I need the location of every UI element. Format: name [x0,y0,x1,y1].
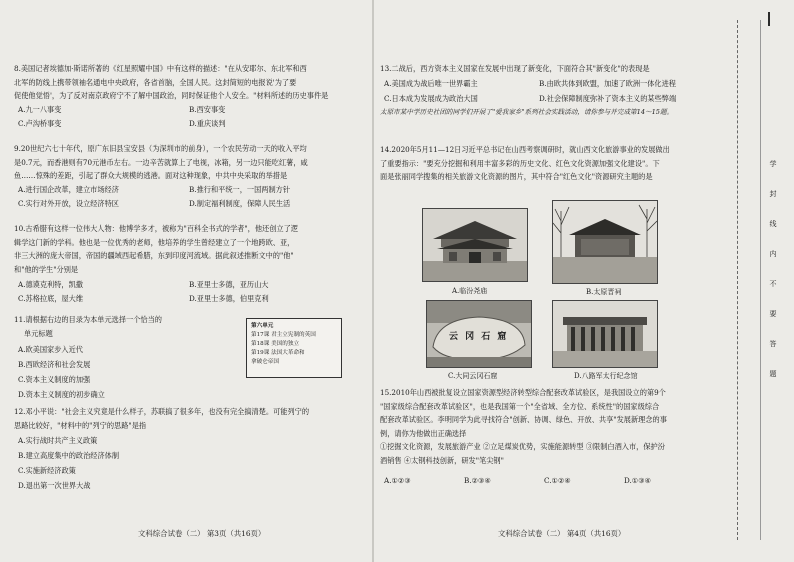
question-11: 11.请根据右边的目录为本单元选择一个恰当的 单元标题 [14,315,162,338]
photo-temple [422,208,528,282]
question-12-options [18,434,238,504]
photo-stone [426,300,532,368]
option-c[interactable]: C.卢沟桥事变 [18,119,62,128]
margin-mark [768,12,770,26]
question-8: 8.美国记者埃德加·斯诺所著的《红星照耀中国》中有这样的描述："在从安耶尔、东北军和西 北军的防线上携带领袖名通电中央政府，各省首脑，全国人民。这封简短的电报说'为了要 促使他觉悟'，为了反对南京政府宁不了解中国政治，同时保证他个人安全。"材料所述的历史事件是 [14,64,329,100]
caption-d: D.八路军太行纪念馆 [574,372,638,380]
question-9-options [14,183,354,211]
binding-char: 线 [769,220,777,227]
binding-char: 答 [769,340,777,347]
question-15-options [384,474,714,490]
option-b[interactable]: B.推行和平统一，一国两制方针 [189,185,291,194]
option-d[interactable]: D.退出第一次世界大战 [18,481,91,490]
option-b[interactable]: B.建立高度集中的政治经济体制 [18,451,120,460]
option-d[interactable]: D.制定福利制度，保障人民生活 [189,199,291,208]
question-9: 9.20世纪六七十年代，原广东旧县宝安县（为深圳市的前身），一个农民劳动一天的收入平均 是0.7元，而香港则有70元港币左右。一边辛苦就算上了电视，冰箱，另一边只能吃红薯，咸 鱼……惊殊的差距，引起了群众大规模的逃港。面对这种现象，中共中央采取的举措是 [14,144,308,180]
option-c[interactable]: C.①②④ [544,476,571,485]
option-a[interactable]: A.美国成为战后唯一世界霸主 [384,79,478,88]
option-c[interactable]: C.实施新经济政策 [18,466,76,475]
stone-inscription: 云 冈 石 窟 [449,332,509,342]
option-d[interactable]: D.重庆谈判 [189,119,226,128]
temple-image [423,209,527,281]
page-footer: 文科综合试卷（二） 第4页（共16页） [498,529,626,538]
memorial-hall-image [553,301,657,367]
option-d[interactable]: D.亚里士多德，伯里克利 [189,294,269,303]
photo-jinci [552,200,658,284]
binding-char: 封 [769,190,777,197]
option-d[interactable]: D.资本主义制度的初步确立 [18,390,105,399]
option-c[interactable]: C.日本成为发展成为政治大国 [384,94,478,103]
binding-border-line [760,20,761,540]
table-of-contents-box: 第六单元 第17课 君主立宪制的英国 第18课 美国的独立 第19课 法国大革命和 拿破仑帝国 [246,318,342,378]
question-12: 12.邓小平说："社会主义究竟是什么样子，苏联搞了很多年，也没有完全搞清楚。可能列宁的 思路比较好，"材料中的"列宁的思路"是指 [14,407,310,430]
question-10-options [14,278,354,306]
question-13-options [384,77,714,105]
binding-dashed-line [737,20,738,540]
option-b[interactable]: B.西欧经济和社会发展 [18,360,91,369]
option-b[interactable]: B.由欧共体到欧盟，加速了欧洲一体化进程 [539,79,676,88]
question-15: 15.2010年山西被批复设立国家资源型经济转型综合配套改革试验区，是我国设立的第9个 "国家级综合配套改革试验区"，也是我国第一个"全省域、全方位、系统性"的国家级综合 配套改革试验区。李明同学为此寻找符合"创新、协调、绿色、开放、共享"发展新理念的事 例，请你为他做出正确选择 ①挖掘文化资源，发展旅游产业 ②立足煤炭优势，实施能源转型 ③限制白酒入市，保护汾 酒销售 ④太钢科技创新，研发"笔尖钢" [380,388,667,465]
photo-memorial-hall [552,300,658,368]
option-b[interactable]: B.亚里士多德，亚历山大 [189,280,269,289]
question-10: 10.古希腊有这样一位伟大人物：他博学多才，被称为"百科全书式的学者"，他还创立了逻 辑学这门新的学科。他也是一位优秀的老师，他培养的学生曾经建立了一个地跨欧、亚， 非三大洲的庞大帝国，帝国的疆域西起希腊，东到印度河流域。据此叙述推断文中的"他" 和"他的学生"分别是 [14,224,298,274]
page-footer: 文科综合试卷（二） 第3页（共16页） [138,529,266,538]
section-note: 太原市某中学历史社团的同学们开展了"爱我家乡"系列社会实践活动，请你参与并完成第14～15题。 [380,108,674,116]
option-c[interactable]: C.苏格拉底，屋大维 [18,294,84,303]
page-3 [0,0,372,562]
option-a[interactable]: A.德谟克利特，凯撒 [18,280,83,289]
option-a[interactable]: A.实行战时共产主义政策 [18,436,98,445]
binding-margin [716,0,794,562]
option-b[interactable]: B.②③④ [464,476,491,485]
question-13: 13.二战后，西方资本主义国家在发展中出现了新变化，下面符合其"新变化"的表现是 [380,64,650,73]
question-14: 14.2020年5月11—12日习近平总书记在山西考察调研时，就山西文化旅游事业的发展做出 了重要指示："要充分挖掘和利用丰富多彩的历史文化、红色文化资源加强文化建设"。下 面是张丽同学搜集的相关旅游文化资源的图片，其中符合"红色文化"资源研究主题的是 [380,145,670,181]
option-c[interactable]: C.实行对外开放，设立经济特区 [18,199,119,208]
option-c[interactable]: C.资本主义制度的加强 [18,375,91,384]
option-b[interactable]: B.西安事变 [189,105,226,114]
caption-a: A.临汾尧庙 [452,287,488,295]
option-d[interactable]: D.①③④ [624,476,652,485]
binding-char: 要 [769,310,777,317]
binding-char: 不 [769,280,777,287]
page-4 [374,0,714,562]
option-a[interactable]: A.进行国企改革，建立市场经济 [18,185,119,194]
binding-char: 题 [769,370,777,377]
option-a[interactable]: A.①②③ [384,476,411,485]
question-8-options [14,103,354,131]
option-d[interactable]: D.社会保障制度弥补了资本主义的某些弊端 [539,94,677,103]
option-a[interactable]: A.欧美国家步入近代 [18,345,83,354]
option-a[interactable]: A.九一八事变 [18,105,62,114]
caption-c: C.大同云冈石窟 [448,372,498,380]
binding-char: 内 [769,250,777,257]
question-11-options [18,343,238,413]
caption-b: B.太原晋祠 [586,288,622,296]
jinci-image [553,201,657,283]
binding-char: 学 [769,160,777,167]
